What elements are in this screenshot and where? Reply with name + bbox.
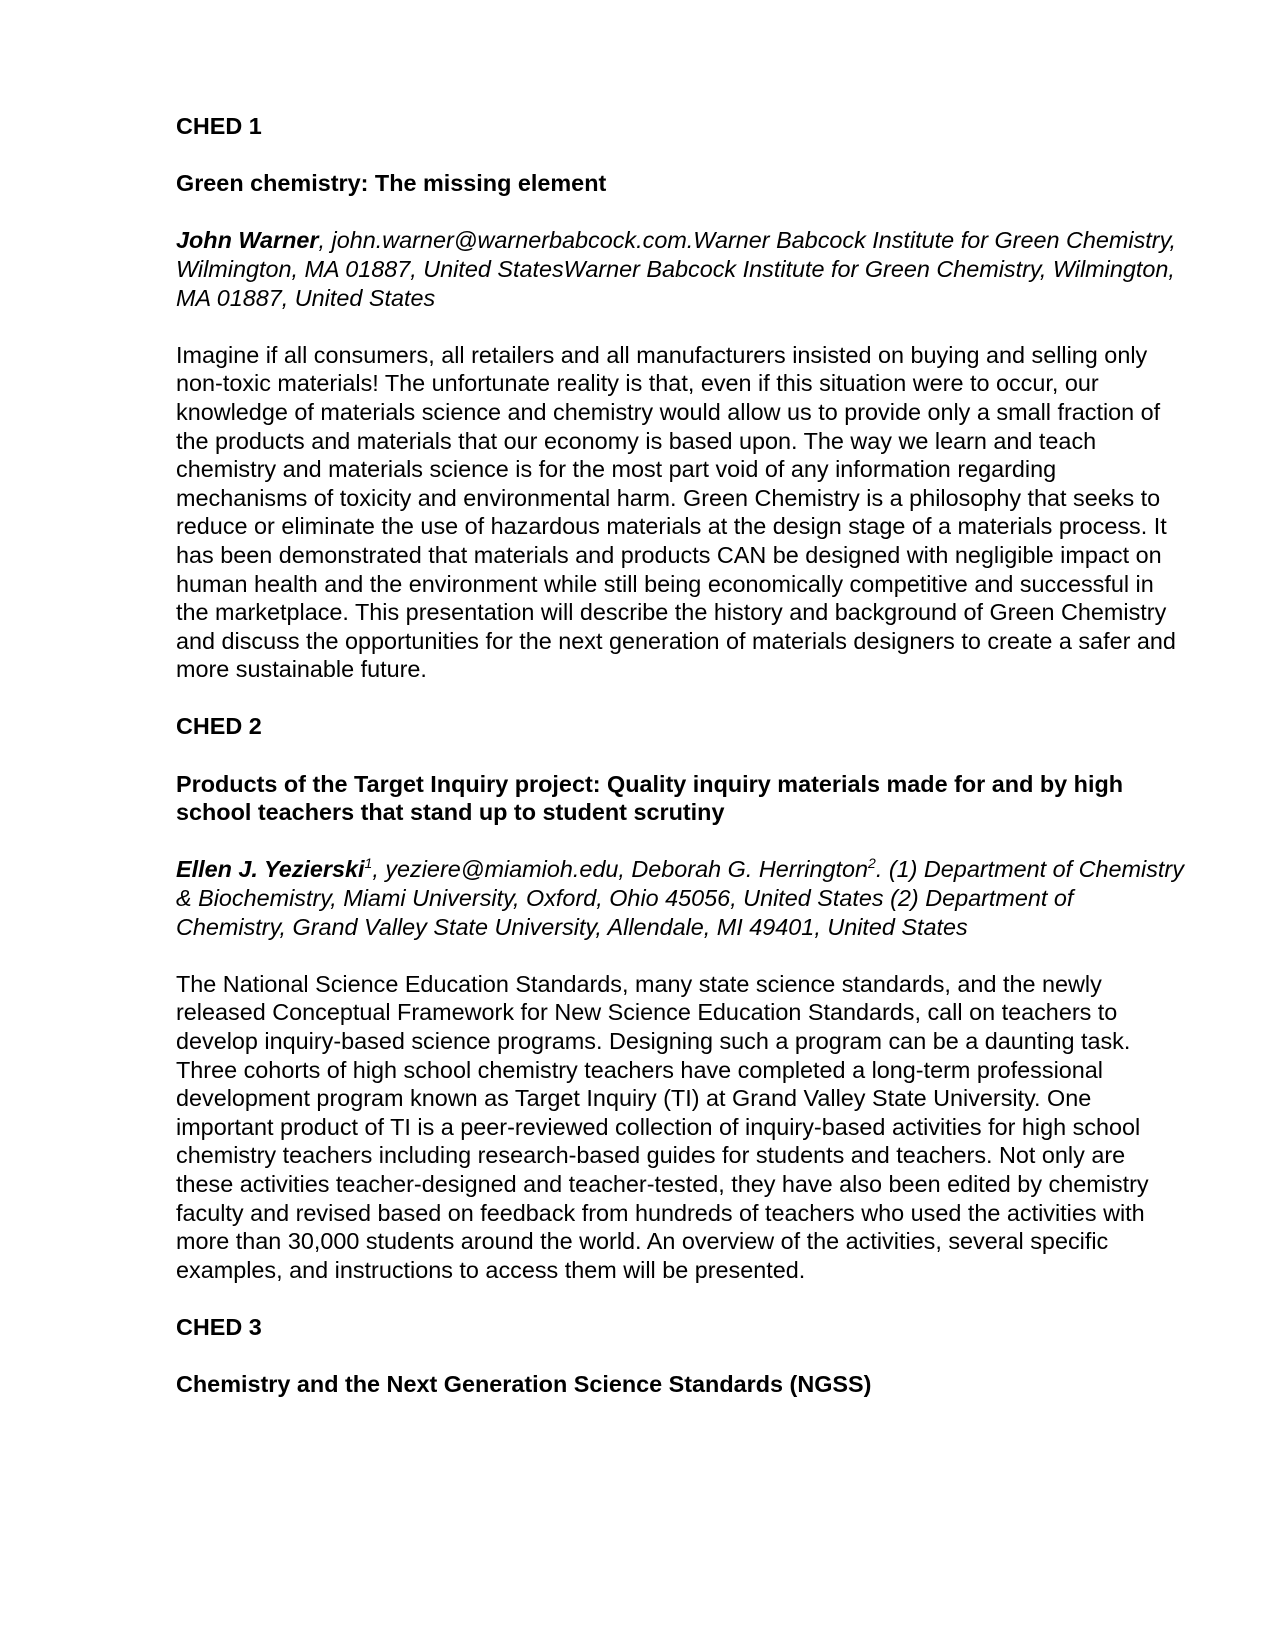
author-line — [176, 855, 1186, 941]
abstract-body: Imagine if all consumers, all retailers and all manufacturers insisted on buying and selling only non-toxic materials! The unfortunate reality is that, even if this situation were to occur, our knowledge of materials science and chemistry would allow us to provide only a small fraction of the products and materials that our economy is based upon. The way we learn and teach chemistry and materials science is for the most part void of any information regarding mechanisms of toxicity and environmental harm. Green Chemistry is a philosophy that seeks to reduce or eliminate the use of hazardous materials at the design stage of a materials process. It has been demonstrated that materials and products CAN be designed with negligible impact on human health and the environment while still being economically competitive and successful in the marketplace. This presentation will describe the history and background of Green Chemistry and discuss the opportunities for the next generation of materials designers to create a safer and more sustainable future. — [176, 341, 1176, 683]
abstract-ched-3 — [176, 1313, 1186, 1399]
abstract-code: CHED 1 — [176, 113, 262, 139]
presenter-affiliation-number: 1 — [364, 855, 373, 872]
abstract-body: The National Science Education Standards, many state science standards, and the newly released Conceptual Framework for New Science Education Standards, call on teachers to develop inquiry-based science programs. Designing such a program can be a daunting task. Three cohorts of high school chemistry teachers have completed a long-term professional development program known as Target Inquiry (TI) at Grand Valley State University. One important product of TI is a peer-reviewed collection of inquiry-based activities for high school chemistry teachers including research-based guides for students and teachers. Not only are these activities teacher-designed and teacher-tested, they have also been edited by chemistry faculty and revised based on feedback from hundreds of teachers who used the activities with more than 30,000 students around the world. An overview of the activities, several specific examples, and instructions to access them will be presented. — [176, 970, 1149, 1283]
affiliations: . (1) Department of Chemistry & Biochemistry, Miami University, Oxford, Ohio 45056, United States (2) Department of Chemistry, Grand Valley State University, Allendale, MI 49401, United States — [176, 856, 1184, 940]
author-details: , yeziere@miamioh.edu, Deborah G. Herrington — [372, 856, 869, 883]
document-page — [176, 112, 1186, 1427]
author-line — [176, 226, 1186, 312]
presenter-name: John Warner — [176, 227, 319, 254]
abstract-code: CHED 3 — [176, 1313, 262, 1340]
abstract-title: Chemistry and the Next Generation Science Standards (NGSS) — [176, 1371, 872, 1398]
author-details: , john.warner@warnerbabcock.com.Warner Babcock Institute for Green Chemistry, Wilmington, MA 01887, United StatesWarner Babcock Institute for Green Chemistry, Wilmington, MA 01887, United States — [176, 227, 1177, 311]
abstract-title: Green chemistry: The missing element — [176, 170, 607, 197]
presenter-name: Ellen J. Yezierski — [176, 856, 365, 883]
coauthor-affiliation-number: 2 — [868, 855, 876, 872]
abstract-ched-2 — [176, 712, 1186, 1284]
abstract-title: Products of the Target Inquiry project: Quality inquiry materials made for and by high school teachers that stand up to student scrutiny — [176, 770, 1124, 826]
abstract-code: CHED 2 — [176, 713, 262, 740]
abstract-ched-1 — [176, 112, 1186, 684]
